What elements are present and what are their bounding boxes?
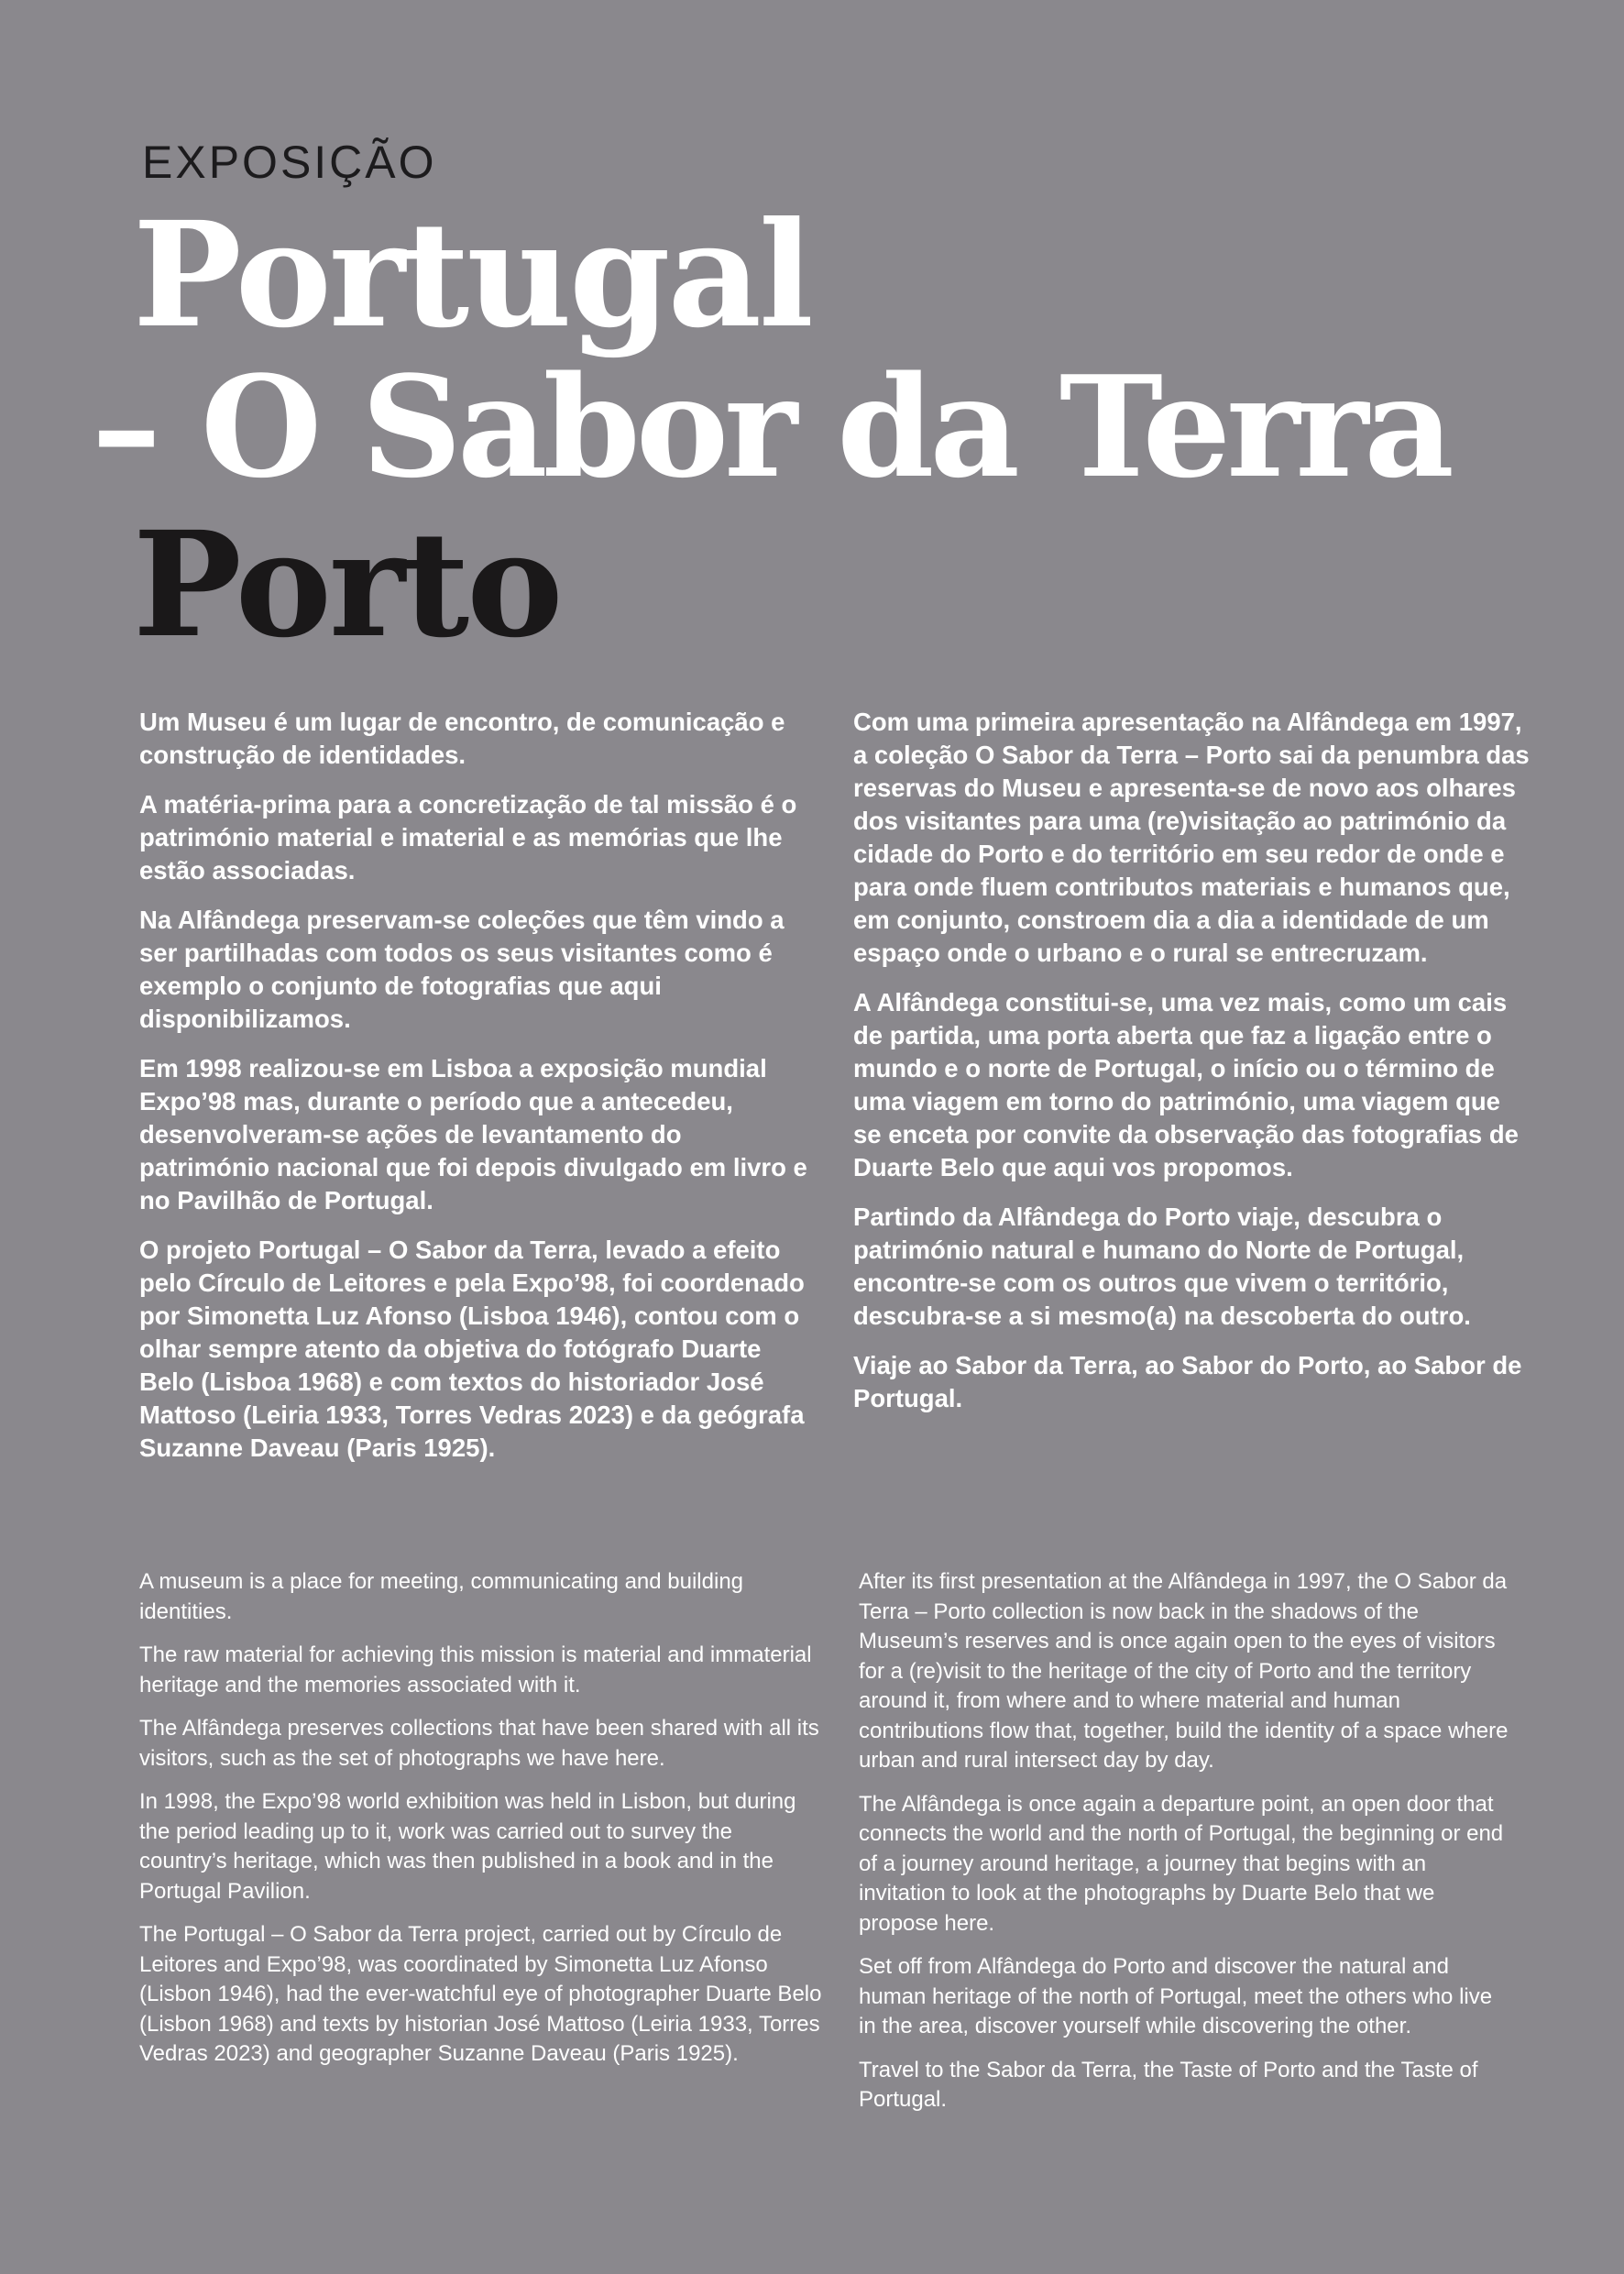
en-paragraph: In 1998, the Expo’98 world exhibition was held in Lisbon, but during the period leading up to it, work was carried out to survey the country’s heritage, which was then published in a book and in the Portugal Pavilion. bbox=[139, 1789, 796, 1904]
en-paragraph: The Alfândega is once again a departure point, an open door that connects the world and the north of Portugal, the beginning or end of a journey around heritage, a journey that begins with an invitation to look at the photographs by Duarte Belo that we propose here. bbox=[859, 1791, 1504, 1936]
pt-paragraph: Partindo da Alfândega do Porto viaje, descubra o património natural e humano do Norte de Portugal, encontre-se com os outros que vivem o território, descubra-se a si mesmo(a) na descoberta do outro. bbox=[853, 1203, 1471, 1330]
en-paragraph: The Portugal – O Sabor da Terra project, carried out by Círculo de Leitores and Expo’98, was coordinated by Simonetta Luz Afonso (Lisbon 1946), had the ever-watchful eye of photographer Duarte Belo (Lisbon 1968) and texts by historian José Mattoso (Leiria 1933, Torres Vedras 2023) and geographer Suzanne Daveau (Paris 1925). bbox=[139, 1922, 822, 2066]
en-paragraph: After its first presentation at the Alfândega in 1997, the O Sabor da Terra – Porto collection is now back in the shadows of the Museum’s reserves and is once again open to the eyes of visitors for a (re)visit to the heritage of the city of Porto and the territory around it, from where and to where material and human contributions flow that, together, build the identity of a space where urban and rural intersect day by day. bbox=[859, 1569, 1509, 1773]
title-line-sabor-da-terra: – O Sabor da Terra bbox=[92, 345, 1450, 509]
pt-paragraph: A matéria-prima para a concretização de tal missão é o património material e imaterial e as memórias que lhe estão associadas. bbox=[139, 790, 797, 884]
english-text-right-column bbox=[859, 1567, 1514, 2129]
en-paragraph: Set off from Alfândega do Porto and discover the natural and human heritage of the north of Portugal, meet the others who live in the area, discover yourself while discovering the other. bbox=[859, 1954, 1493, 2038]
pt-paragraph: Em 1998 realizou-se em Lisboa a exposição mundial Expo’98 mas, durante o período que a antecedeu, desenvolveram-se ações de levantamento do património nacional que foi depois divulgado em livro e no Pavilhão de Portugal. bbox=[139, 1054, 807, 1214]
portuguese-text-left-column bbox=[139, 706, 813, 1481]
pt-paragraph: Um Museu é um lugar de encontro, de comunicação e construção de identidades. bbox=[139, 708, 785, 769]
pt-paragraph: O projeto Portugal – O Sabor da Terra, levado a efeito pelo Círculo de Leitores e pela Expo’98, foi coordenado por Simonetta Luz Afonso (Lisboa 1946), contou com o olhar sempre atento da objetiva do fotógrafo Duarte Belo (Lisboa 1968) e com textos do historiador José Mattoso (Leiria 1933, Torres Vedras 2023) e da geógrafa Suzanne Daveau (Paris 1925). bbox=[139, 1236, 805, 1462]
english-text-left-column bbox=[139, 1567, 822, 2083]
pt-paragraph: A Alfândega constitui-se, uma vez mais, como um cais de partida, uma porta aberta que faz a ligação entre o mundo e o norte de Portugal, o início ou o término de uma viagem em torno do património, uma viagem que se enceta por convite da observação das fotografias de Duarte Belo que aqui vos propomos. bbox=[853, 988, 1519, 1181]
pt-paragraph: Com uma primeira apresentação na Alfândega em 1997, a coleção O Sabor da Terra – Porto sai da penumbra das reservas do Museu e apresenta-se de novo aos olhares dos visitantes para uma (re)visitação ao património da cidade do Porto e do território em seu redor de onde e para onde fluem contributos materiais e humanos que, em conjunto, constroem dia a dia a identidade de um espaço onde o urbano e o rural se entrecruzam. bbox=[853, 708, 1530, 967]
title-line-portugal: Portugal bbox=[133, 191, 811, 360]
en-paragraph: The raw material for achieving this mission is material and immaterial heritage and the memories associated with it. bbox=[139, 1642, 812, 1697]
exhibition-kicker: EXPOSIÇÃO bbox=[142, 137, 437, 188]
pt-paragraph: Viaje ao Sabor da Terra, ao Sabor do Porto, ao Sabor de Portugal. bbox=[853, 1351, 1522, 1412]
pt-paragraph: Na Alfândega preservam-se coleções que têm vindo a ser partilhadas com todos os seus visitantes como é exemplo o conjunto de fotografias que aqui disponibilizamos. bbox=[139, 906, 785, 1033]
en-paragraph: The Alfândega preserves collections that have been shared with all its visitors, such as the set of photographs we have here. bbox=[139, 1716, 819, 1771]
en-paragraph: Travel to the Sabor da Terra, the Taste of Porto and the Taste of Portugal. bbox=[859, 2057, 1478, 2112]
en-paragraph: A museum is a place for meeting, communicating and building identities. bbox=[139, 1569, 744, 1624]
title-line-porto: Porto bbox=[133, 500, 561, 670]
portuguese-text-right-column bbox=[853, 706, 1531, 1432]
